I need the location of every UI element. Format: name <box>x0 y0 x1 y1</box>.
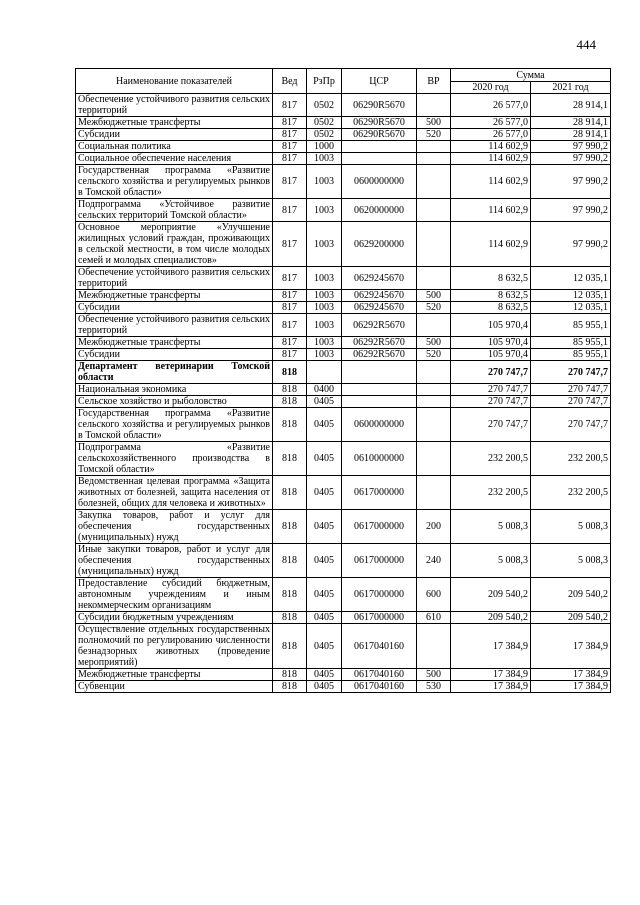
cell-2021: 209 540,2 <box>531 578 611 612</box>
cell-rzpr: 1003 <box>307 349 342 361</box>
table-row <box>76 396 611 408</box>
table-row <box>76 624 611 669</box>
cell-rzpr: 0405 <box>307 681 342 693</box>
cell-2021: 5 008,3 <box>531 544 611 578</box>
cell-vr <box>417 361 451 384</box>
cell-2020: 8 632,5 <box>451 302 531 314</box>
cell-name: Государственная программа «Развитие сельского хозяйства и регулируемых рынков в Томской области» <box>76 165 273 199</box>
cell-rzpr: 0400 <box>307 384 342 396</box>
table-row <box>76 129 611 141</box>
cell-name: Обеспечение устойчивого развития сельских территорий <box>76 314 273 337</box>
header-rzpr: РзПр <box>307 69 342 94</box>
table-row <box>76 302 611 314</box>
cell-vr: 500 <box>417 290 451 302</box>
cell-vr: 610 <box>417 612 451 624</box>
cell-csr <box>342 153 417 165</box>
cell-ved: 817 <box>273 222 307 267</box>
cell-csr: 0610000000 <box>342 442 417 476</box>
cell-2021: 97 990,2 <box>531 222 611 267</box>
cell-vr: 240 <box>417 544 451 578</box>
cell-name: Закупка товаров, работ и услуг для обеспечения государственных (муниципальных) нужд <box>76 510 273 544</box>
table-row <box>76 544 611 578</box>
table-row <box>76 361 611 384</box>
cell-ved: 818 <box>273 612 307 624</box>
cell-2021: 17 384,9 <box>531 669 611 681</box>
cell-2020: 114 602,9 <box>451 199 531 222</box>
cell-rzpr: 0405 <box>307 442 342 476</box>
cell-csr: 0617040160 <box>342 669 417 681</box>
cell-csr: 0617000000 <box>342 510 417 544</box>
cell-2020: 17 384,9 <box>451 681 531 693</box>
cell-2021: 97 990,2 <box>531 165 611 199</box>
cell-vr: 520 <box>417 302 451 314</box>
header-csr: ЦСР <box>342 69 417 94</box>
cell-rzpr: 1003 <box>307 314 342 337</box>
cell-name: Обеспечение устойчивого развития сельских территорий <box>76 267 273 290</box>
cell-name: Государственная программа «Развитие сельского хозяйства и регулируемых рынков в Томской области» <box>76 408 273 442</box>
cell-rzpr: 0405 <box>307 396 342 408</box>
cell-2020: 270 747,7 <box>451 396 531 408</box>
cell-ved: 818 <box>273 476 307 510</box>
cell-rzpr: 1000 <box>307 141 342 153</box>
cell-rzpr: 1003 <box>307 337 342 349</box>
cell-rzpr: 0405 <box>307 669 342 681</box>
cell-name: Межбюджетные трансферты <box>76 669 273 681</box>
cell-name: Межбюджетные трансферты <box>76 337 273 349</box>
cell-2021: 28 914,1 <box>531 129 611 141</box>
cell-2020: 270 747,7 <box>451 361 531 384</box>
cell-2021: 270 747,7 <box>531 396 611 408</box>
table-row <box>76 314 611 337</box>
cell-vr <box>417 153 451 165</box>
cell-csr: 0617000000 <box>342 612 417 624</box>
table-row <box>76 442 611 476</box>
table-row <box>76 669 611 681</box>
cell-vr: 520 <box>417 129 451 141</box>
table-body <box>76 94 611 693</box>
cell-name: Субсидии <box>76 302 273 314</box>
cell-ved: 817 <box>273 165 307 199</box>
cell-csr <box>342 384 417 396</box>
cell-name: Субсидии <box>76 129 273 141</box>
cell-ved: 818 <box>273 442 307 476</box>
cell-csr: 0617000000 <box>342 544 417 578</box>
cell-rzpr: 0405 <box>307 544 342 578</box>
cell-vr: 600 <box>417 578 451 612</box>
cell-rzpr <box>307 361 342 384</box>
cell-rzpr: 1003 <box>307 153 342 165</box>
cell-vr: 500 <box>417 337 451 349</box>
page-number: 444 <box>576 37 596 52</box>
cell-vr: 500 <box>417 117 451 129</box>
cell-csr: 06290R5670 <box>342 94 417 117</box>
cell-name: Социальная политика <box>76 141 273 153</box>
cell-csr: 06292R5670 <box>342 349 417 361</box>
table-row <box>76 141 611 153</box>
table-row <box>76 510 611 544</box>
cell-csr: 06292R5670 <box>342 314 417 337</box>
table-row <box>76 681 611 693</box>
cell-2021: 232 200,5 <box>531 442 611 476</box>
cell-2020: 5 008,3 <box>451 544 531 578</box>
cell-2020: 270 747,7 <box>451 384 531 396</box>
cell-rzpr: 0405 <box>307 476 342 510</box>
cell-2021: 85 955,1 <box>531 314 611 337</box>
cell-ved: 818 <box>273 624 307 669</box>
table-row <box>76 384 611 396</box>
cell-2021: 12 035,1 <box>531 267 611 290</box>
cell-2021: 17 384,9 <box>531 624 611 669</box>
cell-ved: 817 <box>273 267 307 290</box>
cell-ved: 817 <box>273 129 307 141</box>
cell-vr <box>417 396 451 408</box>
cell-name: Ведомственная целевая программа «Защита животных от болезней, защита населения от болезней, общих для человека и животных» <box>76 476 273 510</box>
cell-csr: 06290R5670 <box>342 129 417 141</box>
cell-vr <box>417 314 451 337</box>
cell-2020: 26 577,0 <box>451 94 531 117</box>
cell-2020: 26 577,0 <box>451 117 531 129</box>
cell-2021: 97 990,2 <box>531 153 611 165</box>
cell-csr: 0617000000 <box>342 476 417 510</box>
cell-csr: 0620000000 <box>342 199 417 222</box>
cell-2021: 17 384,9 <box>531 681 611 693</box>
cell-2021: 232 200,5 <box>531 476 611 510</box>
header-year-2021: 2021 год <box>531 82 611 94</box>
cell-csr <box>342 141 417 153</box>
cell-2020: 5 008,3 <box>451 510 531 544</box>
cell-vr: 530 <box>417 681 451 693</box>
cell-2020: 17 384,9 <box>451 669 531 681</box>
cell-2021: 28 914,1 <box>531 117 611 129</box>
table-row <box>76 153 611 165</box>
header-name: Наименование показателей <box>76 69 273 94</box>
cell-2021: 12 035,1 <box>531 290 611 302</box>
cell-csr: 0629245670 <box>342 290 417 302</box>
cell-csr: 0629200000 <box>342 222 417 267</box>
cell-csr: 0617000000 <box>342 578 417 612</box>
cell-rzpr: 0405 <box>307 408 342 442</box>
header-vr: ВР <box>417 69 451 94</box>
cell-ved: 818 <box>273 669 307 681</box>
cell-2021: 209 540,2 <box>531 612 611 624</box>
cell-2020: 114 602,9 <box>451 141 531 153</box>
cell-csr <box>342 361 417 384</box>
cell-ved: 817 <box>273 290 307 302</box>
cell-name: Субвенции <box>76 681 273 693</box>
cell-csr: 0629245670 <box>342 267 417 290</box>
cell-ved: 818 <box>273 578 307 612</box>
cell-csr: 0600000000 <box>342 165 417 199</box>
cell-2021: 28 914,1 <box>531 94 611 117</box>
cell-2020: 232 200,5 <box>451 476 531 510</box>
cell-rzpr: 1003 <box>307 267 342 290</box>
cell-2020: 232 200,5 <box>451 442 531 476</box>
cell-csr: 0617040160 <box>342 624 417 669</box>
cell-ved: 817 <box>273 337 307 349</box>
cell-name: Субсидии <box>76 349 273 361</box>
cell-ved: 817 <box>273 153 307 165</box>
cell-name: Субсидии бюджетным учреждениям <box>76 612 273 624</box>
cell-csr: 0617040160 <box>342 681 417 693</box>
cell-vr <box>417 408 451 442</box>
cell-name: Межбюджетные трансферты <box>76 117 273 129</box>
cell-name: Национальная экономика <box>76 384 273 396</box>
cell-name: Осуществление отдельных государственных полномочий по регулированию численности безнадзорных животных (проведение мероприятий) <box>76 624 273 669</box>
cell-vr <box>417 476 451 510</box>
cell-name: Социальное обеспечение населения <box>76 153 273 165</box>
cell-2020: 8 632,5 <box>451 290 531 302</box>
cell-ved: 818 <box>273 510 307 544</box>
cell-name: Предоставление субсидий бюджетным, автономным учреждениям и иным некоммерческим организациям <box>76 578 273 612</box>
table-row <box>76 612 611 624</box>
cell-name: Департамент ветеринарии Томской области <box>76 361 273 384</box>
cell-rzpr: 0405 <box>307 510 342 544</box>
cell-name: Сельское хозяйство и рыболовство <box>76 396 273 408</box>
cell-2020: 105 970,4 <box>451 337 531 349</box>
cell-vr <box>417 165 451 199</box>
cell-ved: 818 <box>273 361 307 384</box>
cell-ved: 817 <box>273 349 307 361</box>
budget-table <box>75 68 611 693</box>
cell-rzpr: 0502 <box>307 129 342 141</box>
cell-csr: 0629245670 <box>342 302 417 314</box>
cell-name: Обеспечение устойчивого развития сельских территорий <box>76 94 273 117</box>
cell-rzpr: 0405 <box>307 578 342 612</box>
cell-2020: 105 970,4 <box>451 349 531 361</box>
cell-2021: 97 990,2 <box>531 199 611 222</box>
cell-csr: 06290R5670 <box>342 117 417 129</box>
cell-rzpr: 0405 <box>307 624 342 669</box>
cell-csr: 0600000000 <box>342 408 417 442</box>
header-ved: Вед <box>273 69 307 94</box>
cell-ved: 817 <box>273 117 307 129</box>
cell-name: Основное мероприятие «Улучшение жилищных условий граждан, проживающих в сельской местности, в том числе молодых семей и молодых специалистов» <box>76 222 273 267</box>
cell-rzpr: 1003 <box>307 290 342 302</box>
cell-2020: 270 747,7 <box>451 408 531 442</box>
table-row <box>76 199 611 222</box>
cell-ved: 818 <box>273 681 307 693</box>
table-row <box>76 349 611 361</box>
cell-vr: 500 <box>417 669 451 681</box>
cell-2021: 12 035,1 <box>531 302 611 314</box>
cell-2020: 114 602,9 <box>451 165 531 199</box>
cell-2020: 209 540,2 <box>451 578 531 612</box>
cell-name: Подпрограмма «Развитие сельскохозяйственного производства в Томской области» <box>76 442 273 476</box>
table-row <box>76 408 611 442</box>
header-year-2020: 2020 год <box>451 82 531 94</box>
table-row <box>76 117 611 129</box>
cell-csr: 06292R5670 <box>342 337 417 349</box>
cell-ved: 818 <box>273 384 307 396</box>
cell-vr <box>417 222 451 267</box>
cell-vr <box>417 442 451 476</box>
cell-ved: 817 <box>273 94 307 117</box>
cell-2020: 209 540,2 <box>451 612 531 624</box>
cell-rzpr: 0502 <box>307 117 342 129</box>
cell-vr <box>417 624 451 669</box>
header-sum: Сумма <box>451 69 611 82</box>
cell-2020: 114 602,9 <box>451 153 531 165</box>
cell-ved: 817 <box>273 314 307 337</box>
cell-2021: 270 747,7 <box>531 408 611 442</box>
table-row <box>76 267 611 290</box>
cell-2020: 8 632,5 <box>451 267 531 290</box>
cell-2020: 114 602,9 <box>451 222 531 267</box>
cell-rzpr: 0405 <box>307 612 342 624</box>
cell-vr <box>417 94 451 117</box>
cell-name: Межбюджетные трансферты <box>76 290 273 302</box>
cell-rzpr: 1003 <box>307 222 342 267</box>
cell-vr <box>417 141 451 153</box>
table-row <box>76 337 611 349</box>
cell-vr <box>417 267 451 290</box>
cell-csr <box>342 396 417 408</box>
cell-ved: 818 <box>273 544 307 578</box>
cell-ved: 817 <box>273 199 307 222</box>
table-row <box>76 290 611 302</box>
cell-vr: 520 <box>417 349 451 361</box>
cell-name: Подпрограмма «Устойчивое развитие сельских территорий Томской области» <box>76 199 273 222</box>
cell-name: Иные закупки товаров, работ и услуг для обеспечения государственных (муниципальных) нужд <box>76 544 273 578</box>
cell-rzpr: 1003 <box>307 165 342 199</box>
cell-rzpr: 1003 <box>307 199 342 222</box>
cell-2021: 85 955,1 <box>531 337 611 349</box>
cell-2020: 17 384,9 <box>451 624 531 669</box>
cell-vr <box>417 384 451 396</box>
cell-ved: 818 <box>273 408 307 442</box>
cell-2021: 85 955,1 <box>531 349 611 361</box>
table-row <box>76 476 611 510</box>
cell-ved: 817 <box>273 141 307 153</box>
cell-vr <box>417 199 451 222</box>
cell-2021: 270 747,7 <box>531 361 611 384</box>
table-row <box>76 94 611 117</box>
cell-rzpr: 0502 <box>307 94 342 117</box>
cell-2021: 5 008,3 <box>531 510 611 544</box>
cell-2020: 26 577,0 <box>451 129 531 141</box>
cell-2021: 97 990,2 <box>531 141 611 153</box>
table-row <box>76 578 611 612</box>
cell-2021: 270 747,7 <box>531 384 611 396</box>
cell-ved: 817 <box>273 302 307 314</box>
cell-rzpr: 1003 <box>307 302 342 314</box>
cell-vr: 200 <box>417 510 451 544</box>
cell-ved: 818 <box>273 396 307 408</box>
cell-2020: 105 970,4 <box>451 314 531 337</box>
table-row <box>76 222 611 267</box>
table-row <box>76 165 611 199</box>
